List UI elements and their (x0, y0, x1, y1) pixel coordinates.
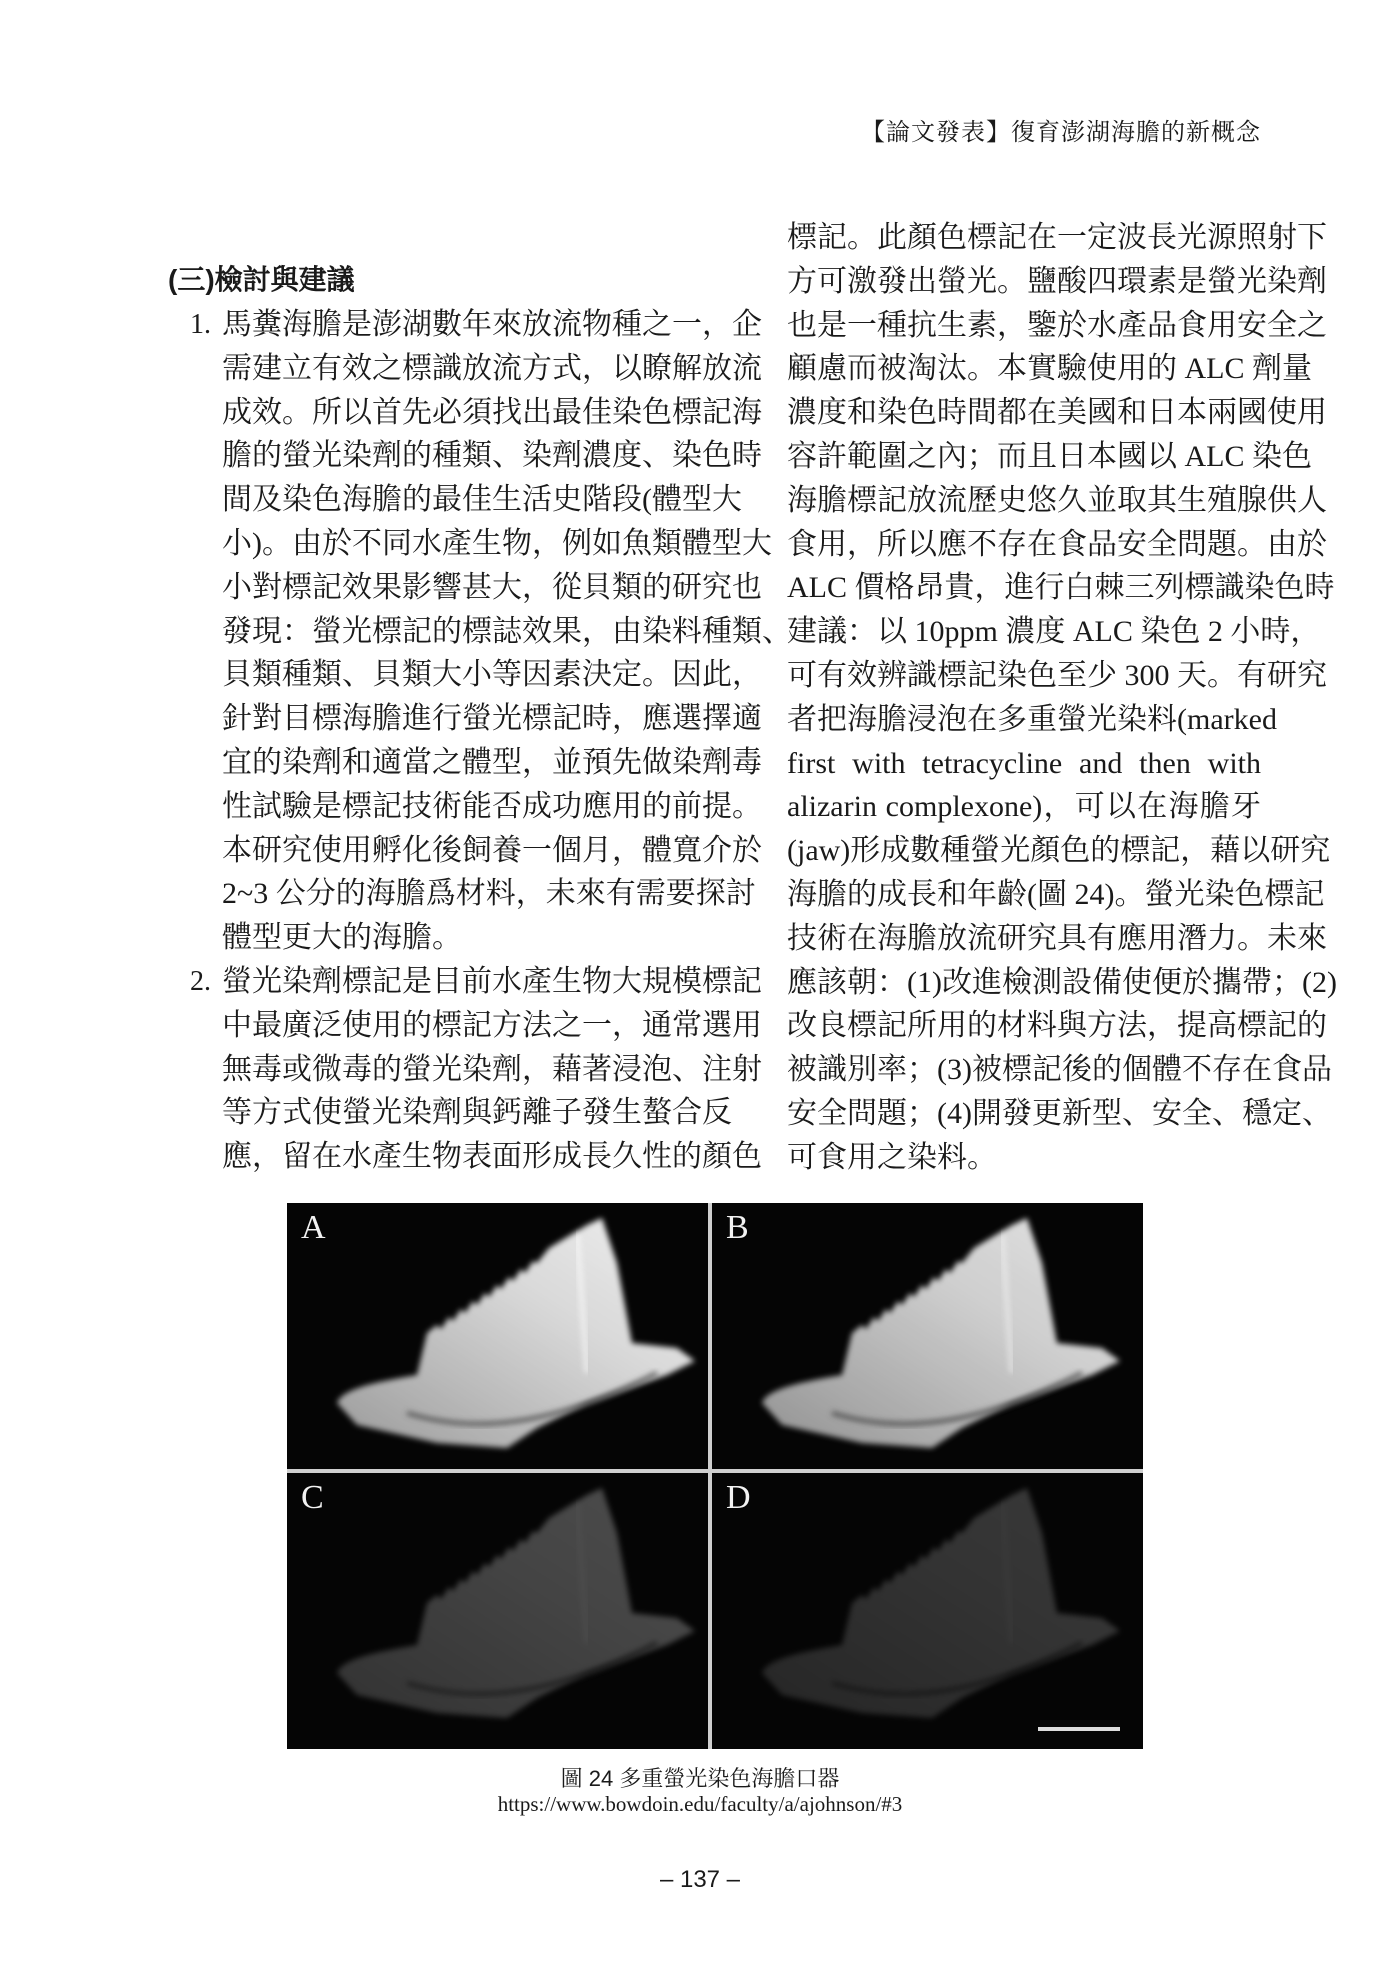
panel-label-d: D (726, 1479, 751, 1516)
jaw-image-d (712, 1473, 1143, 1749)
section-heading: (三)檢討與建議 (168, 264, 355, 295)
figure-caption: 圖 24 多重螢光染色海膽口器 (560, 1766, 840, 1791)
text-line: 海膽標記放流歷史悠久並取其生殖腺供人 (787, 483, 1327, 517)
text-line: first with tetracycline and then with (787, 746, 1261, 780)
text-line: 技術在海膽放流研究具有應用潛力。未來 (787, 921, 1327, 955)
text-line: 改良標記所用的材料與方法，提高標記的 (787, 1009, 1327, 1043)
figure-panel-c (287, 1473, 708, 1749)
figure-panel-d (712, 1473, 1143, 1749)
scale-bar (1038, 1727, 1120, 1731)
text-line: 標記。此顏色標記在一定波長光源照射下 (787, 221, 1327, 254)
text-line: 中最廣泛使用的標記方法之一，通常選用 (222, 1008, 762, 1042)
figure-panel-a (287, 1203, 708, 1469)
text-line: 也是一種抗生素，鑒於水產品食用安全之 (787, 308, 1327, 342)
text-line: 需建立有效之標識放流方式，以瞭解放流 (222, 351, 762, 385)
text-line: 食用，所以應不存在食品安全問題。由於 (787, 527, 1327, 561)
text-line: 貝類種類、貝類大小等因素決定。因此， (222, 658, 762, 692)
figure-24 (287, 1203, 1143, 1749)
text-line: 小對標記效果影響甚大，從貝類的研究也 (222, 570, 762, 604)
text-line: alizarin complexone)，可以在海膽牙 (787, 790, 1261, 824)
panel-label-b: B (726, 1209, 749, 1246)
jaw-image-a (287, 1203, 708, 1469)
text-line: 間及染色海膽的最佳生活史階段(體型大 (222, 483, 742, 517)
text-line: 2~3 公分的海膽爲材料，未來有需要探討 (222, 877, 756, 911)
list-number-1: 1. (190, 309, 211, 340)
text-line: 成效。所以首先必須找出最佳染色標記海 (222, 395, 762, 429)
text-line: 小)。由於不同水產生物，例如魚類體型大 (222, 527, 772, 560)
text-line: 針對目標海膽進行螢光標記時，應選擇適 (222, 702, 762, 736)
text-line: 安全問題；(4)開發更新型、安全、穩定、 (787, 1097, 1332, 1130)
text-line: (jaw)形成數種螢光顏色的標記，藉以研究 (787, 834, 1331, 868)
text-line: 容許範圍之內；而且日本國以 ALC 染色 (787, 440, 1312, 473)
text-line: 膽的螢光染劑的種類、染劑濃度、染色時 (222, 439, 762, 473)
text-line: 顧慮而被淘汰。本實驗使用的 ALC 劑量 (787, 352, 1312, 386)
text-line: 海膽的成長和年齡(圖 24)。螢光染色標記 (787, 878, 1325, 911)
text-line: 發現：螢光標記的標誌效果，由染料種類、 (222, 614, 792, 648)
text-line: 等方式使螢光染劑與鈣離子發生螯合反 (222, 1096, 732, 1130)
text-line: 性試驗是標記技術能否成功應用的前提。 (222, 789, 762, 823)
jaw-image-c (287, 1473, 708, 1749)
text-line: 濃度和染色時間都在美國和日本兩國使用 (787, 396, 1327, 430)
text-line: 可有效辨識標記染色至少 300 天。有研究 (787, 659, 1327, 692)
text-line: 本研究使用孵化後飼養一個月，體寬介於 (222, 833, 762, 867)
text-line: 無毒或微毒的螢光染劑，藉著浸泡、注射 (222, 1052, 762, 1086)
text-line: 可食用之染料。 (787, 1140, 997, 1174)
text-line: 體型更大的海膽。 (222, 921, 462, 955)
text-line: 螢光染劑標記是目前水產生物大規模標記 (222, 965, 762, 998)
text-line: 建議：以 10ppm 濃度 ALC 染色 2 小時， (787, 615, 1321, 649)
figure-panel-b (712, 1203, 1143, 1469)
panel-label-a: A (301, 1209, 326, 1246)
text-line: 應該朝：(1)改進檢測設備使便於攜帶；(2) (787, 965, 1337, 999)
text-line: 者把海膽浸泡在多重螢光染料(marked (787, 702, 1277, 736)
text-line: 被識別率；(3)被標記後的個體不存在食品 (787, 1053, 1332, 1087)
page-number: – 137 – (659, 1866, 741, 1893)
figure-source-link[interactable]: https://www.bowdoin.edu/faculty/a/ajohnson/#3 (497, 1792, 903, 1816)
text-line: 應，留在水產生物表面形成長久性的顏色 (222, 1140, 762, 1174)
list-number-2: 2. (190, 966, 211, 997)
jaw-image-b (712, 1203, 1143, 1469)
text-line: 宜的染劑和適當之體型，並預先做染劑毒 (222, 746, 762, 779)
text-line: 馬糞海膽是澎湖數年來放流物種之一，企 (222, 308, 762, 341)
running-header: 【論文發表】復育澎湖海膽的新概念 (861, 120, 1261, 146)
text-line: 方可激發出螢光。鹽酸四環素是螢光染劑 (787, 264, 1327, 298)
panel-label-c: C (301, 1479, 324, 1516)
text-line: ALC 價格昂貴，進行白棘三列標識染色時 (787, 571, 1335, 605)
